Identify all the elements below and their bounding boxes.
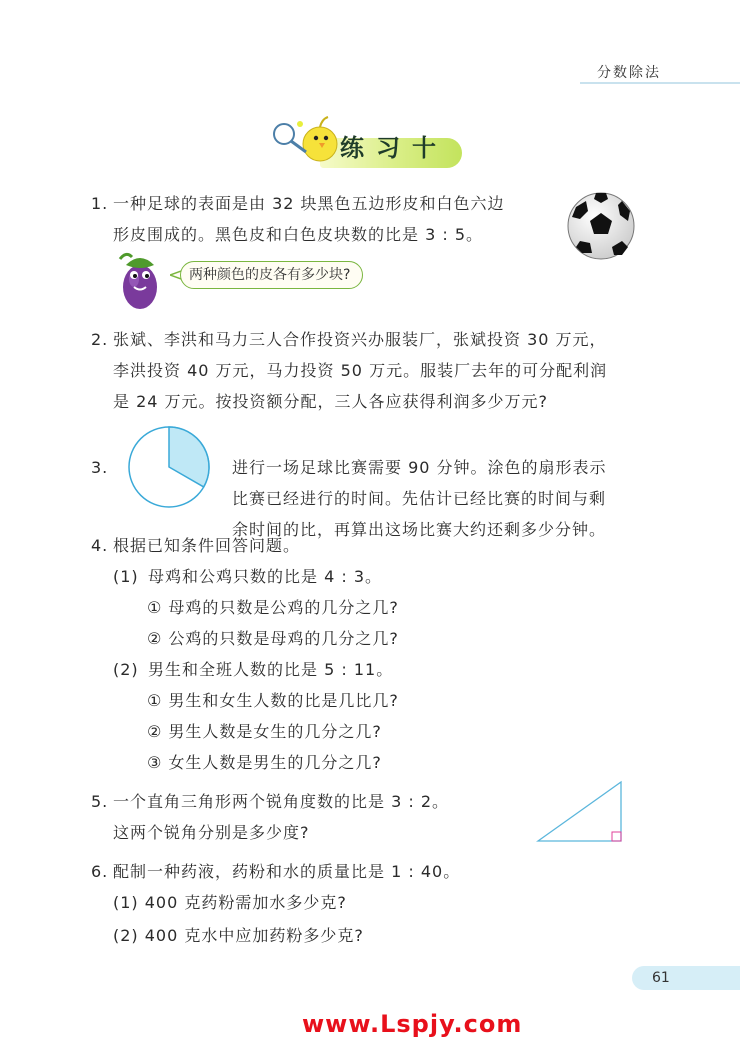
problem-2-number: 2. (91, 330, 109, 349)
problem-6-line-1: 配制一种药液，药粉和水的质量比是 1 : 40。 (113, 862, 461, 881)
problem-4-sub-2-text: 男生和全班人数的比是 5 : 11。 (148, 660, 394, 679)
soccer-ball-icon (566, 191, 636, 261)
problem-4-sub-1-text: 母鸡和公鸡只数的比是 4 : 3。 (148, 567, 383, 586)
problem-3-line-3: 余时间的比，再算出这场比赛大约还剩多少分钟。 (232, 520, 607, 539)
triangle-outline (538, 782, 621, 841)
problem-1-line-2: 形皮围成的。黑色皮和白色皮块数的比是 3 : 5。 (113, 225, 484, 244)
problem-5-number: 5. (91, 792, 109, 811)
chapter-title: 分数除法 (597, 65, 661, 81)
problem-2-line-3: 是 24 万元。按投资额分配，三人各应获得利润多少万元? (113, 392, 549, 411)
problem-2-line-1: 张斌、李洪和马力三人合作投资兴办服装厂，张斌投资 30 万元， (113, 330, 607, 349)
problem-4-intro: 根据已知条件回答问题。 (113, 536, 301, 555)
problem-6-question-1: (1) 400 克药粉需加水多少克? (113, 893, 347, 912)
problem-6-number: 6. (91, 862, 109, 881)
problem-5-line-1: 一个直角三角形两个锐角度数的比是 3 : 2。 (113, 792, 450, 811)
problem-1-line-1: 一种足球的表面是由 32 块黑色五边形皮和白色六边 (113, 194, 505, 213)
problem-3-line-1: 进行一场足球比赛需要 90 分钟。涂色的扇形表示 (232, 458, 607, 477)
problem-1-hint-bubble: 两种颜色的皮各有多少块? (180, 261, 363, 289)
header-divider (580, 82, 740, 84)
problem-4-sub-2-label: (2) (113, 660, 139, 679)
problem-4-sub-2-question-3: ③ 女生人数是男生的几分之几? (147, 753, 382, 772)
problem-4-sub-2-question-1: ① 男生和女生人数的比是几比几? (147, 691, 399, 710)
problem-4-sub-1-label: (1) (113, 567, 139, 586)
problem-6-question-2: (2) 400 克水中应加药粉多少克? (113, 926, 364, 945)
watermark-text: www.Lspjy.com (302, 1010, 523, 1038)
page-number-tab (632, 966, 740, 990)
problem-2-line-2: 李洪投资 40 万元，马力投资 50 万元。服装厂去年的可分配利润 (113, 361, 608, 380)
right-triangle-diagram (536, 780, 626, 844)
problem-3-line-2: 比赛已经进行的时间。先估计已经比赛的时间与剩 (232, 489, 607, 508)
problem-4-sub-1-question-2: ② 公鸡的只数是母鸡的几分之几? (147, 629, 399, 648)
problem-4-sub-2-question-2: ② 男生人数是女生的几分之几? (147, 722, 382, 741)
problem-3-number: 3. (91, 458, 109, 477)
page-number: 61 (652, 970, 670, 986)
problem-4-number: 4. (91, 536, 109, 555)
eggplant-mascot-icon (112, 247, 172, 311)
problem-1-number: 1. (91, 194, 109, 213)
right-angle-mark (612, 832, 621, 841)
problem-4-sub-1-question-1: ① 母鸡的只数是公鸡的几分之几? (147, 598, 399, 617)
chick-mascot-icon (270, 112, 340, 164)
problem-5-line-2: 这两个锐角分别是多少度? (113, 823, 310, 842)
pie-clock-diagram (126, 424, 212, 510)
exercise-title: 练习十 (340, 134, 448, 162)
